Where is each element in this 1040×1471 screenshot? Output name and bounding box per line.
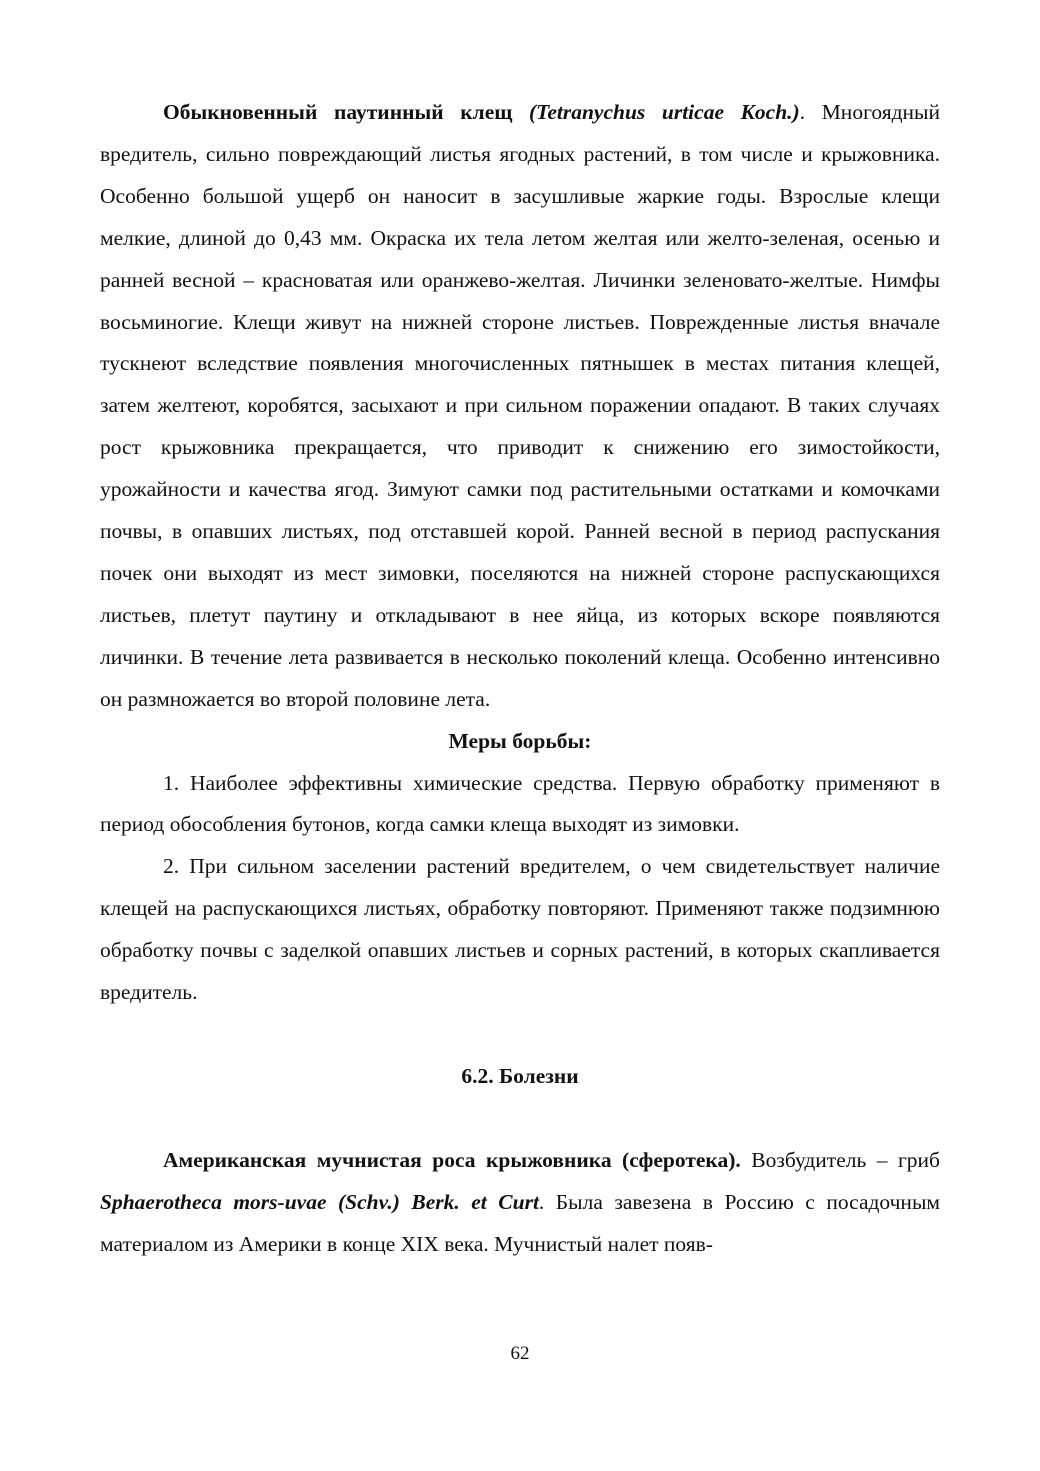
spacer bbox=[100, 1014, 940, 1056]
disease-latin-name: Sphaerotheca mors-uvae (Schv.) Berk. et Curt bbox=[100, 1189, 539, 1214]
page-body bbox=[100, 92, 940, 1266]
disease-text-part-1: Возбудитель – гриб bbox=[740, 1147, 940, 1172]
spacer bbox=[100, 1098, 940, 1140]
control-measure-item-2: 2. При сильном заселении растений вредителем, о чем свидетельствует наличие клещей на распускающихся листьях, обработку повторяют. Применяют также подзимнюю обработку почвы с заделкой опавших листьев и сорных растений, в которых скапливается вредитель. bbox=[100, 854, 940, 1005]
control-measure-item-1: 1. Наиболее эффективны химические средства. Первую обработку применяют в период обособления бутонов, когда самки клеща выходят из зимовки. bbox=[100, 770, 940, 837]
paragraph-powdery-mildew bbox=[100, 1140, 940, 1266]
disease-text-part-2: . Была завезена в Россию с посадочным материалом из Америки в конце XIX века. Мучнистый налет появ- bbox=[100, 1189, 940, 1256]
control-measures-heading: Меры борьбы: bbox=[448, 728, 592, 753]
pest-latin-name: (Tetranychus urticae Koch.) bbox=[529, 100, 800, 124]
paragraph-spider-mite bbox=[100, 92, 940, 721]
pest-title: Обыкновенный паутинный клещ bbox=[163, 100, 529, 124]
pest-description: . Многоядный вредитель, сильно повреждающий листья ягодных растений, в том числе и крыжовника. Особенно большой ущерб он наносит в засушливые жаркие годы. Взрослые клещи мелкие, длиной до 0,43 мм. Окраска их тела летом желтая или желто-зеленая, осенью и ранней весной – красноватая или оранжево-желтая. Личинки зеленовато-желтые. Нимфы восьминогие. Клещи живут на нижней стороне листьев. Поврежденные листья вначале тускнеют вследствие появления многочисленных пятнышек в местах питания клещей, затем желтеют, коробятся, засыхают и при сильном поражении опадают. В таких случаях рост крыжовника прекращается, что приводит к снижению его зимостойкости, урожайности и качества ягод. Зимуют самки под растительными остатками и комочками почвы, в опавших листьях, под отставшей корой. Ранней весной в период распускания почек они выходят из мест зимовки, поселяются на нижней стороне распускающихся листьев, плетут паутину и откладывают в нее яйца, из которых вскоре появляются личинки. В течение лета развивается в несколько поколений клеща. Особенно интенсивно он размножается во второй половине лета. bbox=[100, 100, 940, 711]
page-number: 62 bbox=[510, 1343, 530, 1364]
section-heading-diseases: 6.2. Болезни bbox=[461, 1063, 579, 1088]
disease-title: Американская мучнистая роса крыжовника (сферотека). bbox=[163, 1147, 741, 1172]
